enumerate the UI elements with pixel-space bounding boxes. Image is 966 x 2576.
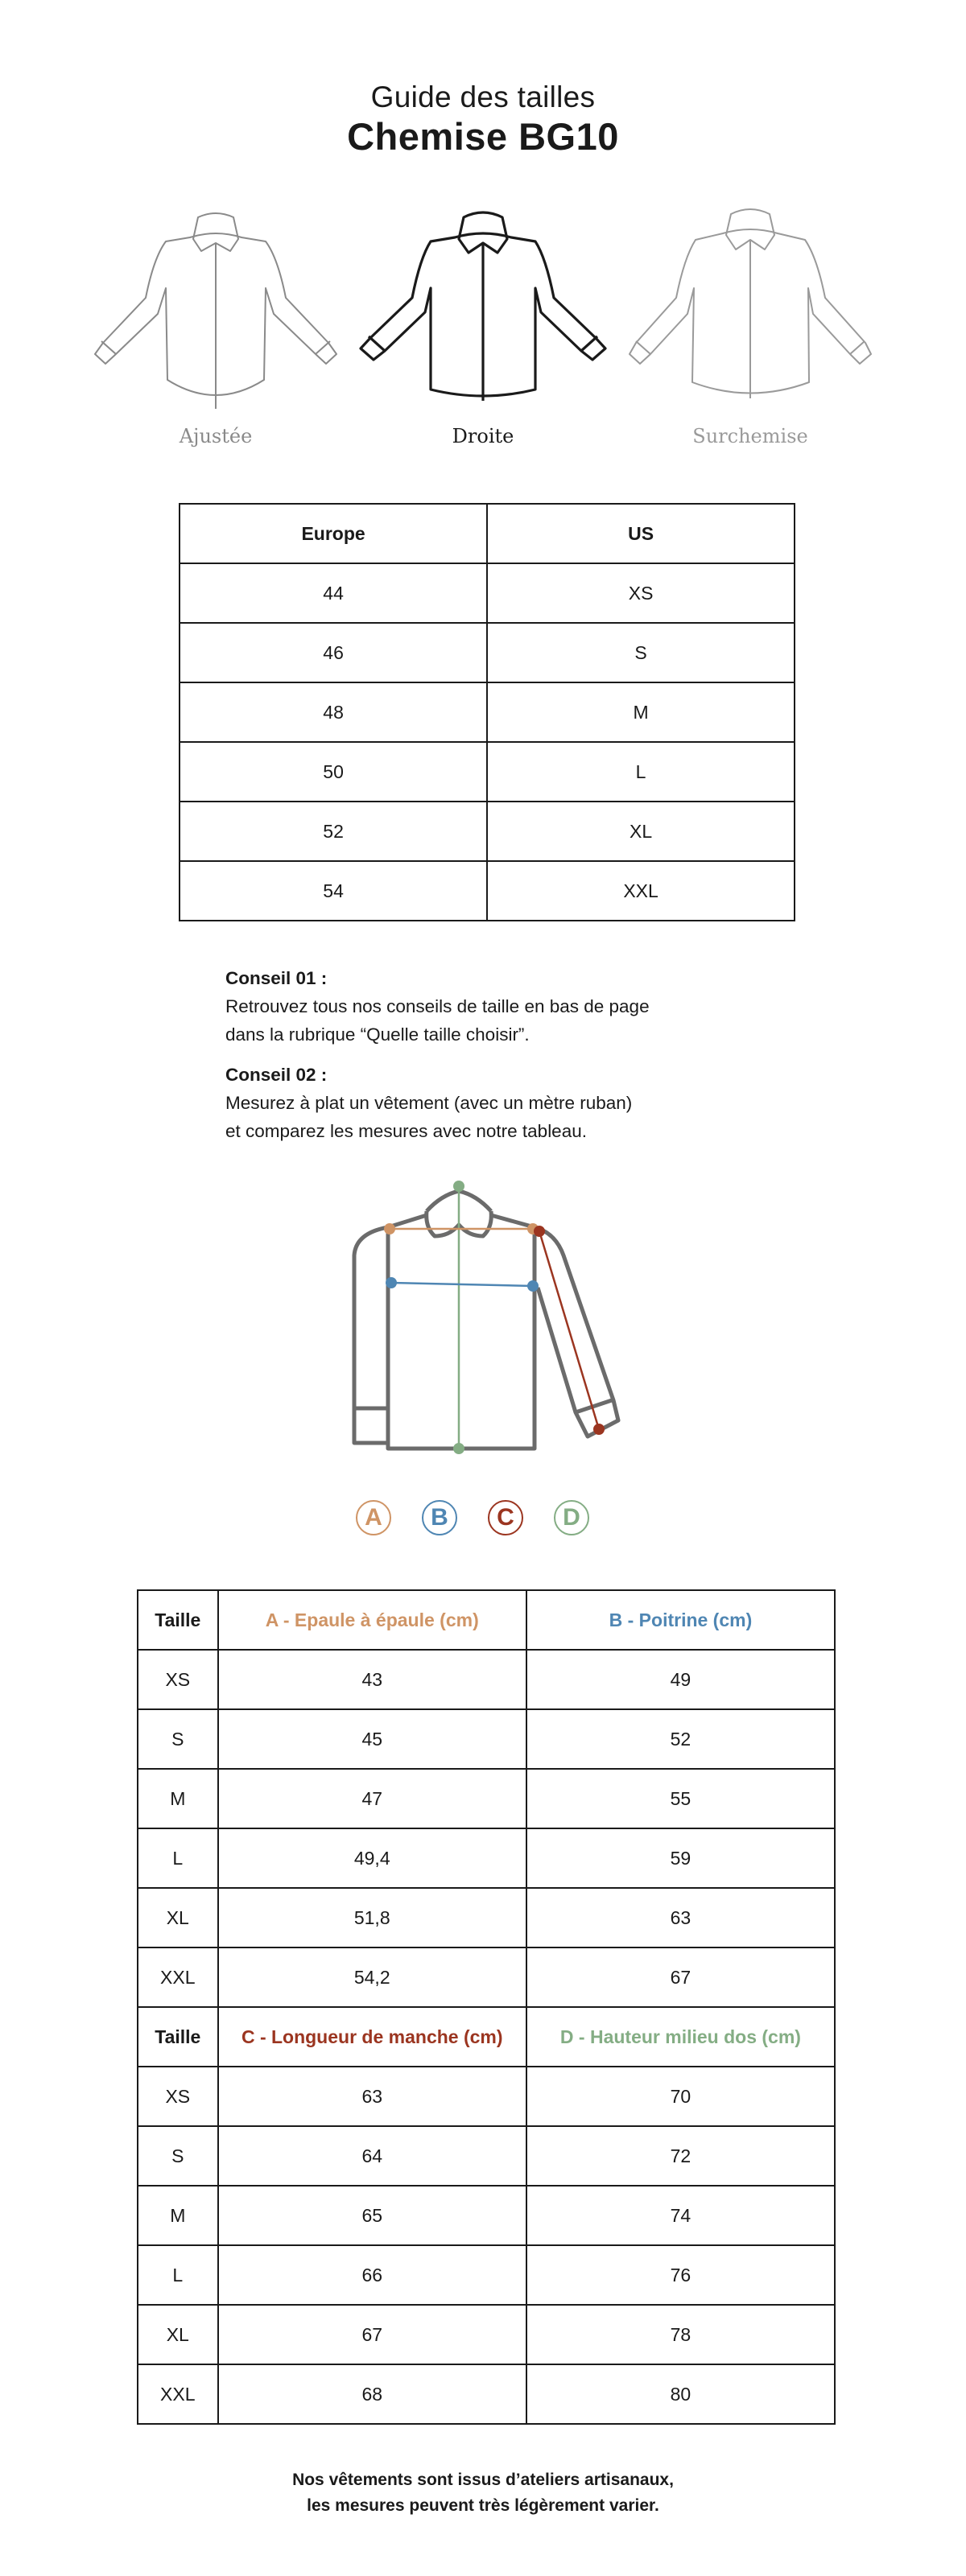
table-row — [180, 563, 795, 623]
table-row — [138, 1888, 835, 1947]
fit-label-straight: Droite — [452, 425, 514, 447]
table-row — [138, 2305, 835, 2364]
cell-value-b: 67 — [526, 1947, 835, 2007]
table-row — [138, 2245, 835, 2305]
table-row — [138, 1769, 835, 1828]
column-header-size: Taille — [138, 2007, 218, 2067]
table-row — [138, 1709, 835, 1769]
cell-us-size: XS — [487, 563, 795, 623]
footer-note — [0, 2467, 966, 2519]
cell-europe-size: 48 — [180, 682, 487, 742]
cell-us-size: M — [487, 682, 795, 742]
legend-letter-a: A — [356, 1500, 391, 1535]
cell-europe-size: 54 — [180, 861, 487, 921]
cell-value-a: 47 — [218, 1769, 526, 1828]
cell-size: XS — [138, 1650, 218, 1709]
cell-size: XXL — [138, 1947, 218, 2007]
cell-size: M — [138, 2186, 218, 2245]
cell-value-a: 51,8 — [218, 1888, 526, 1947]
cell-europe-size: 46 — [180, 623, 487, 682]
cell-value-d: 70 — [526, 2067, 835, 2126]
cell-value-c: 66 — [218, 2245, 526, 2305]
fit-label-fitted: Ajustée — [179, 425, 253, 447]
cell-us-size: XXL — [487, 861, 795, 921]
table-row — [138, 2186, 835, 2245]
fit-illustrations — [0, 193, 966, 418]
column-header-europe: Europe — [180, 504, 487, 563]
table-header-row — [138, 2007, 835, 2067]
cell-size: XL — [138, 1888, 218, 1947]
advice-text-line: et comparez les mesures avec notre tableau. — [225, 1121, 587, 1141]
fit-label-overshirt: Surchemise — [692, 425, 808, 447]
table-row — [138, 1650, 835, 1709]
table-row — [138, 1828, 835, 1888]
advice-title-2: Conseil 02 : — [225, 1065, 328, 1085]
cell-us-size: L — [487, 742, 795, 802]
cell-value-d: 78 — [526, 2305, 835, 2364]
cell-us-size: S — [487, 623, 795, 682]
cell-value-a: 43 — [218, 1650, 526, 1709]
column-header-us: US — [487, 504, 795, 563]
page-subtitle: Guide des tailles — [370, 80, 596, 113]
cell-value-d: 72 — [526, 2126, 835, 2186]
size-conversion-table — [179, 503, 795, 921]
measure-point-a-left — [384, 1223, 395, 1234]
measure-point-c-bottom — [593, 1424, 605, 1435]
table-row — [180, 682, 795, 742]
measure-point-c-top — [534, 1226, 545, 1237]
footer-line-1: Nos vêtements sont issus d’ateliers artisanaux, — [292, 2471, 674, 2489]
cell-value-b: 55 — [526, 1769, 835, 1828]
page-title: Chemise BG10 — [347, 115, 619, 158]
cell-europe-size: 50 — [180, 742, 487, 802]
advice-text-line: Mesurez à plat un vêtement (avec un mètre ruban) — [225, 1093, 633, 1113]
table-row — [138, 1947, 835, 2007]
overshirt-icon — [630, 209, 871, 398]
cell-value-a: 45 — [218, 1709, 526, 1769]
shirt-fitted-icon — [95, 213, 336, 409]
table-row — [180, 742, 795, 802]
table-row — [138, 2126, 835, 2186]
column-header-c: C - Longueur de manche (cm) — [218, 2007, 526, 2067]
cell-value-c: 64 — [218, 2126, 526, 2186]
table-row — [180, 861, 795, 921]
cell-value-d: 76 — [526, 2245, 835, 2305]
advice-text-line: dans la rubrique “Quelle taille choisir”. — [225, 1024, 530, 1045]
table-header-row — [138, 1590, 835, 1650]
measure-line-b — [391, 1283, 533, 1286]
table-row — [138, 2364, 835, 2424]
footer-line-2: les mesures peuvent très légèrement varier. — [307, 2496, 659, 2515]
advice-block-1 — [225, 964, 789, 1049]
cell-value-b: 49 — [526, 1650, 835, 1709]
table-row — [180, 802, 795, 861]
measure-point-d-bottom — [453, 1443, 464, 1454]
measurements-table — [137, 1589, 836, 2425]
measure-point-b-left — [386, 1277, 397, 1288]
table-row — [138, 2067, 835, 2126]
cell-size: XXL — [138, 2364, 218, 2424]
cell-size: XL — [138, 2305, 218, 2364]
cell-size: S — [138, 2126, 218, 2186]
column-header-size: Taille — [138, 1590, 218, 1650]
shirt-straight-icon — [361, 212, 605, 401]
cell-value-d: 80 — [526, 2364, 835, 2424]
cell-value-c: 68 — [218, 2364, 526, 2424]
cell-value-b: 63 — [526, 1888, 835, 1947]
table-row — [180, 623, 795, 682]
cell-europe-size: 44 — [180, 563, 487, 623]
cell-value-a: 49,4 — [218, 1828, 526, 1888]
cell-europe-size: 52 — [180, 802, 487, 861]
column-header-b: B - Poitrine (cm) — [526, 1590, 835, 1650]
measure-point-b-right — [527, 1280, 539, 1292]
cell-size: L — [138, 2245, 218, 2305]
cell-size: M — [138, 1769, 218, 1828]
cell-value-d: 74 — [526, 2186, 835, 2245]
cell-value-b: 59 — [526, 1828, 835, 1888]
column-header-a: A - Epaule à épaule (cm) — [218, 1590, 526, 1650]
cell-us-size: XL — [487, 802, 795, 861]
cell-value-c: 65 — [218, 2186, 526, 2245]
column-header-d: D - Hauteur milieu dos (cm) — [526, 2007, 835, 2067]
advice-title-1: Conseil 01 : — [225, 968, 328, 988]
cell-value-c: 63 — [218, 2067, 526, 2126]
legend-letter-c: C — [488, 1500, 523, 1535]
cell-size: L — [138, 1828, 218, 1888]
legend-letter-b: B — [422, 1500, 457, 1535]
cell-size: XS — [138, 2067, 218, 2126]
measure-point-d-top — [453, 1181, 464, 1192]
legend-letter-d: D — [554, 1500, 589, 1535]
advice-text-line: Retrouvez tous nos conseils de taille en bas de page — [225, 996, 650, 1016]
table-header-row — [180, 504, 795, 563]
cell-value-c: 67 — [218, 2305, 526, 2364]
cell-size: S — [138, 1709, 218, 1769]
advice-block-2 — [225, 1061, 789, 1145]
measurement-diagram — [322, 1167, 644, 1489]
cell-value-a: 54,2 — [218, 1947, 526, 2007]
cell-value-b: 52 — [526, 1709, 835, 1769]
